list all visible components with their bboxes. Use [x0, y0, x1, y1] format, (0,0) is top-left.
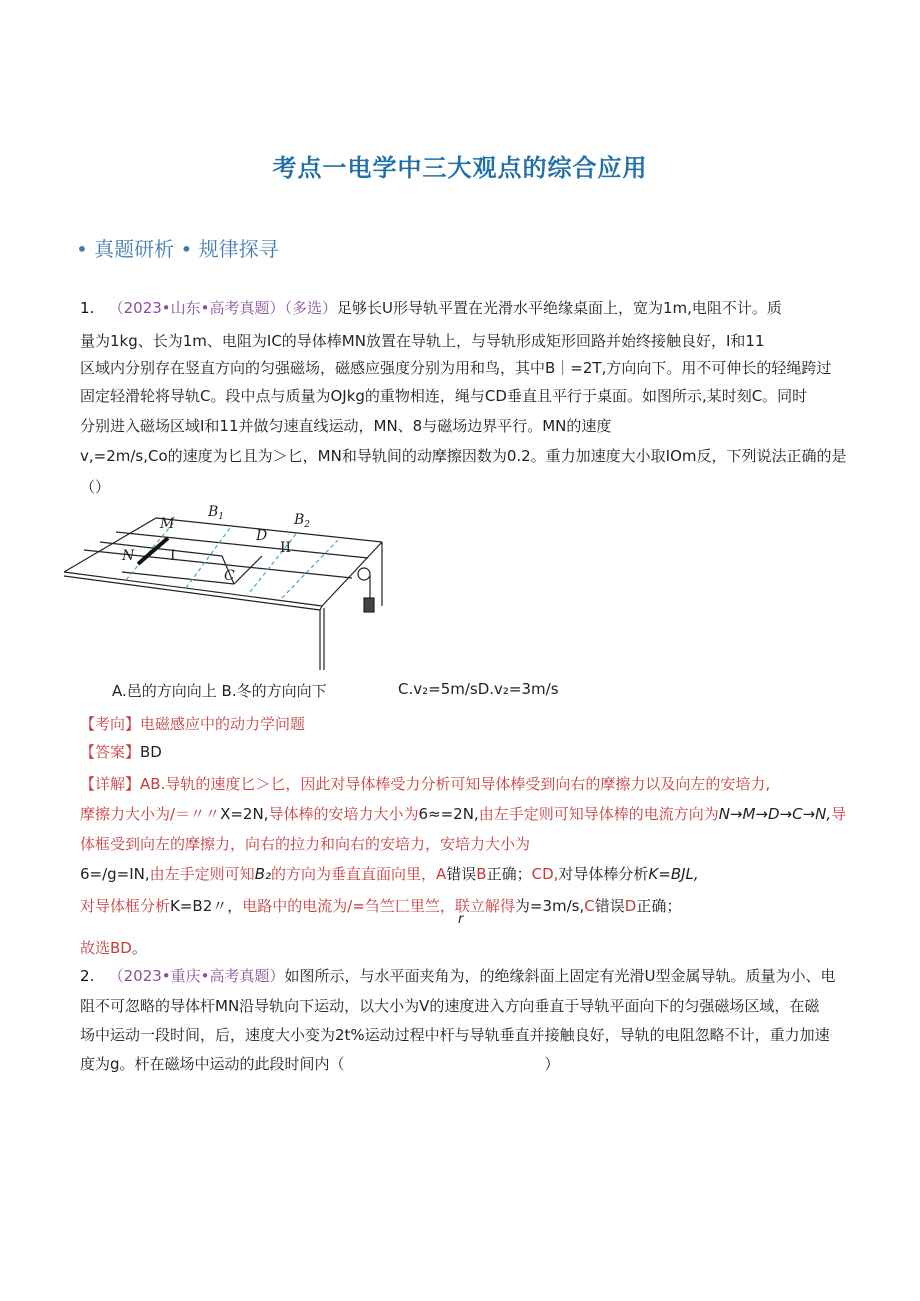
answer-line	[80, 742, 860, 762]
q1-line-1	[80, 298, 860, 318]
explain-r: r	[458, 912, 464, 927]
section-heading: • 真题研析 • 规律探寻	[76, 237, 279, 261]
question-number: 1.	[80, 299, 95, 317]
q1-line-2: 量为1kg、长为1m、电阻为IC的导体棒MN放置在导轨上，与导轨形成矩形回路并始终接触良好，I和11	[80, 332, 765, 350]
rail-diagram	[62, 498, 392, 670]
explain-line-4: 6=/g=IN,由左手定则可知B₂的方向为垂直直面向里，A错误B正确；CD,对导体棒分析K=BJL,	[80, 865, 699, 883]
label-d: D	[256, 528, 268, 544]
q1-line-7: （）	[80, 478, 111, 496]
q1-line-3: 区域内分别存在竖直方向的匀强磁场，磁感应强度分别为用和鸟，其中B｜=2T,方向向下。用不可伸长的轻绳跨过	[80, 359, 832, 377]
explain-line-6: 故选BD。	[80, 939, 147, 957]
label-region-2: II	[280, 540, 292, 556]
answer-text: BD	[140, 743, 162, 761]
explain-line-5: 对导体框分析K=B2〃，电路中的电流为/=刍竺匚里竺，联立解得为=3m∕s,C错误D正确；	[80, 897, 682, 915]
label-n: N	[122, 548, 135, 564]
label-c: C	[224, 568, 235, 584]
label-b1: $B_1$	[208, 504, 225, 522]
q1-line-4: 固定轻滑轮将导轨C。段中点与质量为OJkg的重物相连，绳与CD垂直且平行于桌面。如图所示,某时刻C。同时	[80, 387, 808, 405]
explain-line-2: 摩擦力大小为/＝〃〃X=2N,导体棒的安培力大小为6≈=2N,由左手定则可知导体棒的电流方向为N→M→D→C→N,导	[80, 805, 847, 823]
explain-line-3: 体框受到向左的摩擦力，向右的拉力和向右的安培力，安培力大小为	[80, 835, 531, 853]
explain-line-1: 【详解】AB.导轨的速度匕＞匕，因此对导体棒受力分析可知导体棒受到向右的摩擦力以及向左的安培力,	[80, 775, 771, 793]
question-number: 2.	[80, 967, 95, 985]
q2-line-2: 阻不可忽略的导体杆MN沿导轨向下运动，以大小为V的速度进入方向垂直于导轨平面向下的匀强磁场区域，在磁	[80, 997, 820, 1015]
question-source: （2023•重庆•高考真题）	[108, 967, 285, 985]
label-m: M	[160, 516, 175, 532]
options-cd: C.v₂=5m∕sD.v₂=3m∕s	[398, 680, 559, 698]
page-title: 考点一电学中三大观点的综合应用	[272, 154, 648, 182]
answer-label: 【答案】	[80, 743, 141, 761]
label-region-1: I	[170, 548, 176, 564]
q1-text: 足够长U形导轨平置在光滑水平绝缘桌面上，宽为1m,电阻不计。质	[337, 299, 782, 317]
options-ab: A.邑的方向向上 B.冬的方向向下	[112, 682, 327, 700]
kaoxiang-label: 【考向】	[80, 715, 141, 733]
q2-line-1: 2. （2023•重庆•高考真题）如图所示，与水平面夹角为，的绝缘斜面上固定有光滑U型金属导轨。质量为小、电	[80, 967, 836, 985]
q2-line-4: 度为g。杆在磁场中运动的此段时间内（ ）	[80, 1055, 560, 1073]
kaoxiang-text: 电磁感应中的动力学问题	[140, 715, 306, 733]
kaoxiang-line	[80, 714, 860, 734]
q1-line-5: 分别进入磁场区域I和11并做匀速直线运动，MN、8与磁场边界平行。MN的速度	[80, 417, 612, 435]
explain-label: 【详解】	[80, 775, 141, 793]
q1-line-6: v,=2m∕s,Co的速度为匕且为＞匕，MN和导轨间的动摩擦因数为0.2。重力加速度大小取IOm反，下列说法正确的是	[80, 447, 847, 465]
label-b2: $B_2$	[294, 512, 311, 530]
q2-line-3: 场中运动一段时间，后，速度大小变为2t%运动过程中杆与导轨垂直并接触良好，导轨的电阻忽略不计，重力加速	[80, 1026, 830, 1044]
question-source: （2023•山东•高考真题）（多选）	[108, 299, 337, 317]
